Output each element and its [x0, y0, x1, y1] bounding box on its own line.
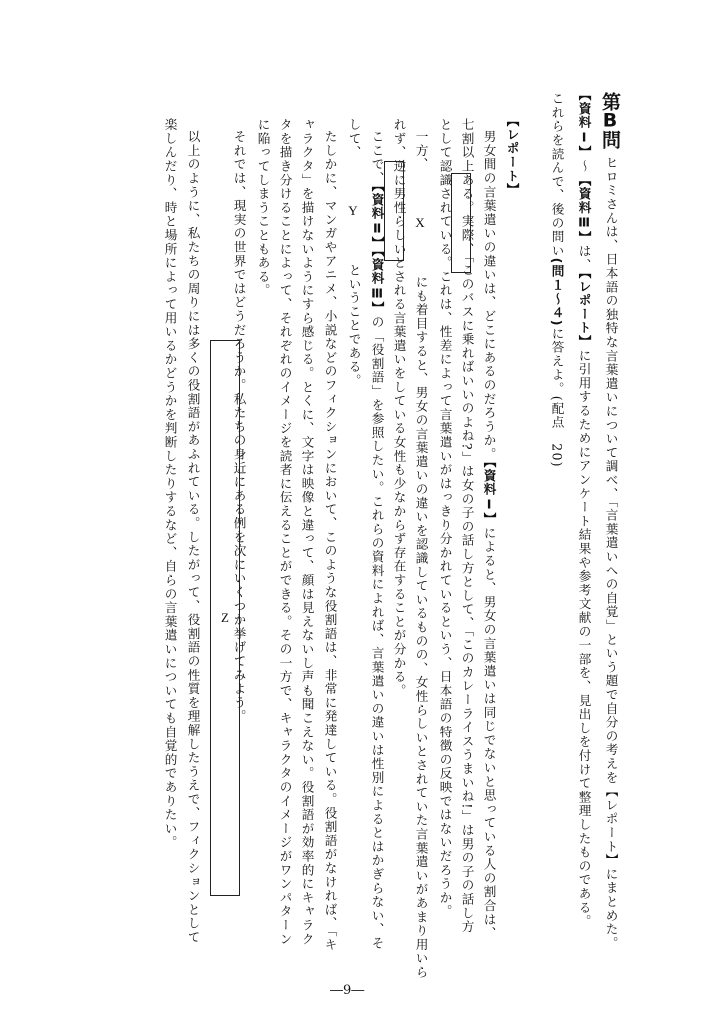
page-number: ―9― [330, 983, 365, 998]
report-text: ということである。 [346, 263, 362, 388]
report-text: 以上のように、私たちの周りには多くの役割語があふれている。したがって、役割語の性質を理解したうえで、フィクションとして [185, 130, 201, 945]
report-text: れず、逆に男性らしいとされる言葉遣いをしている女性も少なからず存在することが分かる。 [391, 118, 407, 698]
report-text: たしかに、マンガやアニメ、小説などのフィクションにおいて、このような役割語は、非常に発達している。役割語がなければ、「キ [322, 130, 338, 952]
report-text: 男女間の言葉遣いの違いは、どこにあるのだろうか。 [481, 130, 497, 462]
report-text: ここで、 [369, 130, 385, 186]
source-ref-3: 【資料Ⅲ】 [576, 173, 592, 245]
report-line [186, 130, 199, 944]
heading-dai: 第 [599, 92, 621, 111]
report-text: にも着目すると、男女の言葉遣いの違いを認識しているものの、女性らしいとされていた言葉遣いがあまり用いら [413, 275, 429, 980]
report-text: それでは、現実の世界ではどうだろうか。私たちの身近にある例を次にいくつか挙げてみよう。 [231, 130, 247, 724]
report-text: ャラクタ」を描けないようにすら感じる。とくに、文字は映像と違って、顔は見えないし声も聞こえない。役割語が効率的にキャラク [299, 118, 315, 946]
particle: は、 [576, 244, 592, 273]
report-text: 楽しんだり、時と場所によって用いるかどうかを判断したりするなど、自らの言葉遣いについても自覚的でありたい。 [162, 118, 178, 850]
source-ref-1: 【資料Ⅰ】 [481, 461, 497, 527]
heading-mon: 問 [599, 130, 621, 149]
report-line [256, 118, 269, 297]
report-line [347, 118, 404, 388]
intro-text-3a: これらを読んで、後の問い [549, 92, 565, 258]
question-heading [600, 92, 619, 149]
report-text: して、 [346, 118, 362, 160]
report-line [300, 118, 313, 946]
report-text: に陥ってしまうこともある。 [255, 118, 271, 298]
report-text: タを描き分けることによって、それぞれのイメージを読者に伝えることができる。その一方で、キャラクタのイメージがワンパターン [277, 118, 293, 946]
source-ref-3: 【資料Ⅲ】 [369, 250, 385, 316]
intro-text-1: ヒロミさんは、日本語の独特な言葉遣いについて調べ、「言葉遣いへの自覚」という題で自分の考えを【レポート】にまとめた。 [603, 156, 619, 951]
report-text: 七割以上ある。実際、「このバスに乗ればいいのよね?」は女の子の話し方として、「このカレーライスうまいね!」は男の子の話し方 [459, 118, 475, 934]
tilde: ～ [576, 159, 592, 174]
report-ref: 【レポート】 [576, 272, 592, 349]
blank-label-x: X [415, 215, 426, 231]
report-title-text: 【レポート】 [504, 114, 520, 197]
report-title [505, 114, 518, 197]
blank-box-x [415, 173, 471, 273]
report-line [163, 118, 176, 849]
report-line [414, 130, 471, 979]
intro-text-3b: に答えよ。(配点 20) [549, 326, 565, 468]
blank-label-y: Y [348, 203, 359, 219]
question-range: (問１～４) [549, 257, 565, 327]
blank-box-z [210, 340, 240, 896]
report-line [278, 118, 291, 946]
intro-text-2: に引用するためにアンケート結果や参考文献の一部を、見出しを付けて整理したものである。 [576, 348, 592, 929]
report-text: 一方、 [413, 130, 429, 172]
report-text: の「役割語」を参照したい。これらの資料によれば、言葉遣いの違いは性別によるとはかぎらない、そ [369, 315, 385, 951]
report-text: として認識されている。これは、性差によって言葉遣いがはっきり分かれているという、日本語の特徴の反映ではないだろうか。 [437, 118, 453, 919]
heading-letter: B [602, 111, 618, 130]
intro-line-2 [577, 88, 590, 928]
source-ref-2: 【資料Ⅱ】 [369, 185, 385, 251]
intro-line-3 [550, 92, 563, 468]
report-line [482, 130, 495, 940]
source-ref-1: 【資料Ⅰ】 [576, 88, 592, 160]
report-text: によると、男女の言葉遣いは同じでないと思っている人の割合は、 [481, 526, 497, 941]
report-line [323, 130, 336, 952]
intro-line-1 [604, 156, 617, 950]
blank-label-z: Z [221, 610, 229, 625]
